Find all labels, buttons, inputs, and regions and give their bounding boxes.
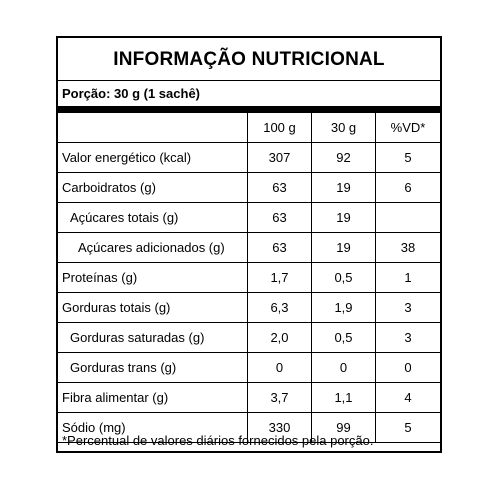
value-per-100g: 63 [248,173,312,203]
nutrient-name: Açúcares totais (g) [58,203,248,233]
value-per-100g: 63 [248,233,312,263]
header-cell-per-100g: 100 g [248,113,312,143]
header-cell-nutrient [58,113,248,143]
nutrient-name: Carboidratos (g) [58,173,248,203]
value-per-100g: 63 [248,203,312,233]
daily-value-percent: 38 [376,233,441,263]
header-cell-per-portion: 30 g [312,113,376,143]
nutrient-name: Valor energético (kcal) [58,143,248,173]
value-per-portion: 92 [312,143,376,173]
table-row [58,173,440,203]
daily-value-percent: 1 [376,263,441,293]
nutrition-facts-label [56,36,442,453]
nutrient-name: Proteínas (g) [58,263,248,293]
nutrient-name: Gorduras totais (g) [58,293,248,323]
nutrient-name: Fibra alimentar (g) [58,383,248,413]
daily-value-percent: 3 [376,323,441,353]
value-per-portion: 99 [312,413,376,443]
nutrient-name: Gorduras trans (g) [58,353,248,383]
table-row [58,143,440,173]
daily-value-percent: 3 [376,293,441,323]
table-row [58,323,440,353]
nutrient-name: Gorduras saturadas (g) [58,323,248,353]
value-per-100g: 307 [248,143,312,173]
value-per-100g: 330 [248,413,312,443]
value-per-portion: 19 [312,173,376,203]
daily-value-percent: 6 [376,173,441,203]
nutrient-name: Sódio (mg) [58,413,248,443]
value-per-100g: 2,0 [248,323,312,353]
value-per-portion: 1,9 [312,293,376,323]
daily-value-percent: 4 [376,383,441,413]
table-row [58,383,440,413]
daily-value-percent: 0 [376,353,441,383]
table-header-row [58,113,440,143]
table-row [58,263,440,293]
table-row [58,233,440,263]
value-per-100g: 1,7 [248,263,312,293]
daily-value-percent [376,203,441,233]
label-title: INFORMAÇÃO NUTRICIONAL [58,38,440,81]
value-per-portion: 19 [312,203,376,233]
nutrition-table [58,113,440,443]
value-per-portion: 0,5 [312,263,376,293]
value-per-portion: 1,1 [312,383,376,413]
value-per-100g: 0 [248,353,312,383]
value-per-portion: 0 [312,353,376,383]
value-per-portion: 0,5 [312,323,376,353]
table-row [58,203,440,233]
thick-divider [58,106,440,113]
table-row [58,353,440,383]
header-cell-daily-value: %VD* [376,113,441,143]
daily-value-percent: 5 [376,143,441,173]
daily-value-percent: 5 [376,413,441,443]
nutrient-name: Açúcares adicionados (g) [58,233,248,263]
portion-size: Porção: 30 g (1 sachê) [62,86,200,101]
table-row [58,293,440,323]
value-per-100g: 6,3 [248,293,312,323]
value-per-100g: 3,7 [248,383,312,413]
footnote: *Percentual de valores diários fornecidos pela porção. [62,433,374,448]
value-per-portion: 19 [312,233,376,263]
